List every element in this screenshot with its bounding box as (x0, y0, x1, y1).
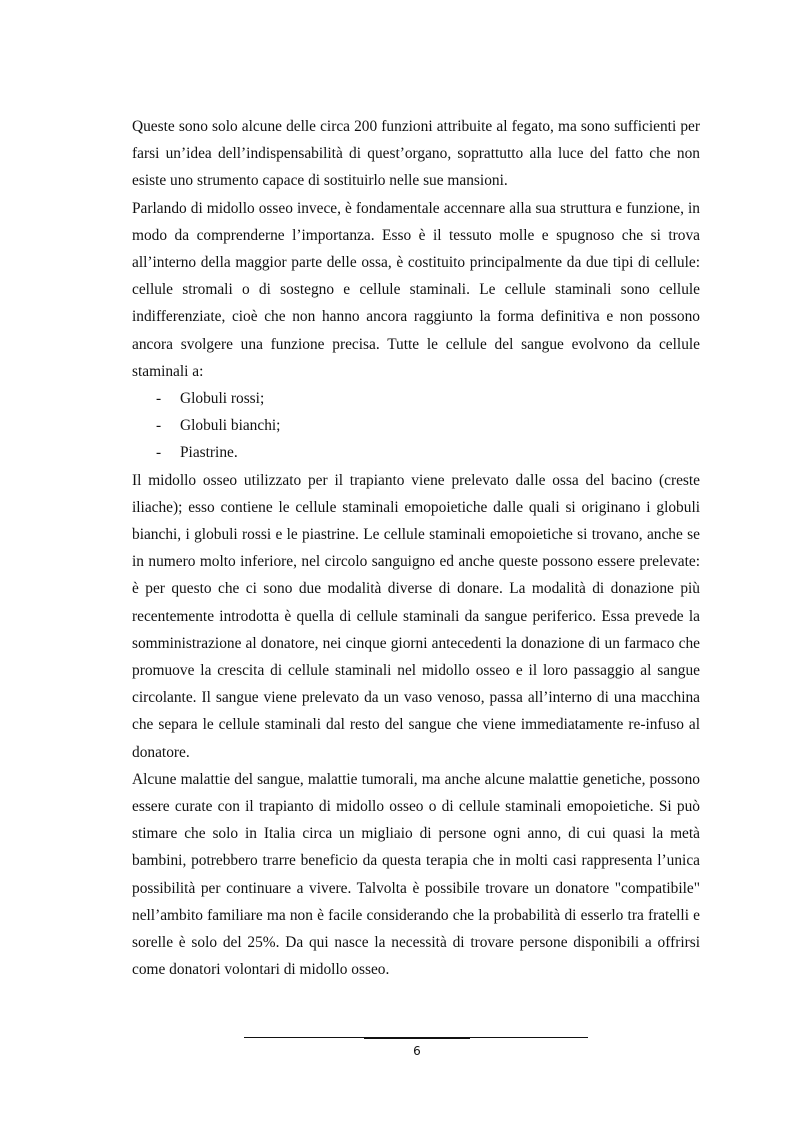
blood-cell-list (132, 385, 700, 467)
paragraph-diseases-donors: Alcune malattie del sangue, malattie tumorali, ma anche alcune malattie genetiche, possono essere curate con il trapianto di midollo osseo o di cellule staminali emopoietiche. Si può stimare che solo in Italia circa un migliaio di persone ogni anno, di cui quasi la metà bambini, potrebbero trarre beneficio da questa terapia che in molti casi rappresenta l’unica possibilità per continuare a vivere. Talvolta è possibile trovare un donatore "compatibile" nell’ambito familiare ma non è facile considerando che la probabilità di esserlo tra fratelli e sorelle è solo del 25%. Da qui nasce la necessità di trovare persone disponibili a offrirsi come donatori volontari di midollo osseo. (132, 770, 700, 979)
document-body (132, 113, 700, 984)
list-item-text: Piastrine. (180, 444, 238, 462)
list-dash: - (156, 444, 162, 462)
list-item-text: Globuli rossi; (180, 390, 265, 408)
paragraph-liver-functions: Queste sono solo alcune delle circa 200 funzioni attribuite al fegato, ma sono sufficienti per farsi un’idea dell’indispensabilità di quest’organo, soprattutto alla luce del fatto che non esiste uno strumento capace di sostituirlo nelle sue mansioni. (132, 118, 700, 190)
paragraph-transplant-procedure: Il midollo osseo utilizzato per il trapianto viene prelevato dalle ossa del bacino (creste iliache); esso contiene le cellule staminali emopoietiche dalle quali si originano i globuli bianchi, i globuli rossi e le piastrine. Le cellule staminali emopoietiche si trovano, anche se in numero molto inferiore, nel circolo sanguigno ed anche queste possono essere prelevate: è per questo che ci sono due modalità diverse di donare. La modalità di donazione più recentemente introdotta è quella di cellule staminali da sangue periferico. Essa prevede la somministrazione al donatore, nei cinque giorni antecedenti la donazione di un farmaco che promuove la crescita di cellule staminali nel midollo osseo e il loro passaggio al sangue circolante. Il sangue viene prelevato da un vaso venoso, passa all’interno di una macchina che separa le cellule staminali dal resto del sangue che viene immediatamente re-infuso al donatore. (132, 471, 700, 761)
list-item (132, 385, 700, 412)
page-number: 6 (413, 1044, 421, 1058)
paragraph-bone-marrow-structure: Parlando di midollo osseo invece, è fondamentale accennare alla sua struttura e funzione, in modo da comprenderne l’importanza. Esso è il tessuto molle e spugnoso che si trova all’interno della maggior parte delle ossa, è costituito principalmente da due tipi di cellule: cellule stromali o di sostegno e cellule staminali. Le cellule staminali sono cellule indifferenziate, cioè che non hanno ancora raggiunto la forma definitiva e non possono ancora svolgere una funzione precisa. Tutte le cellule del sangue evolvono da cellule staminali a: (132, 199, 700, 380)
list-dash: - (156, 390, 162, 408)
list-item-text: Globuli bianchi; (180, 417, 281, 435)
footer-rule-accent (364, 1037, 470, 1039)
list-item (132, 439, 700, 466)
list-dash: - (156, 417, 162, 435)
list-item (132, 412, 700, 439)
